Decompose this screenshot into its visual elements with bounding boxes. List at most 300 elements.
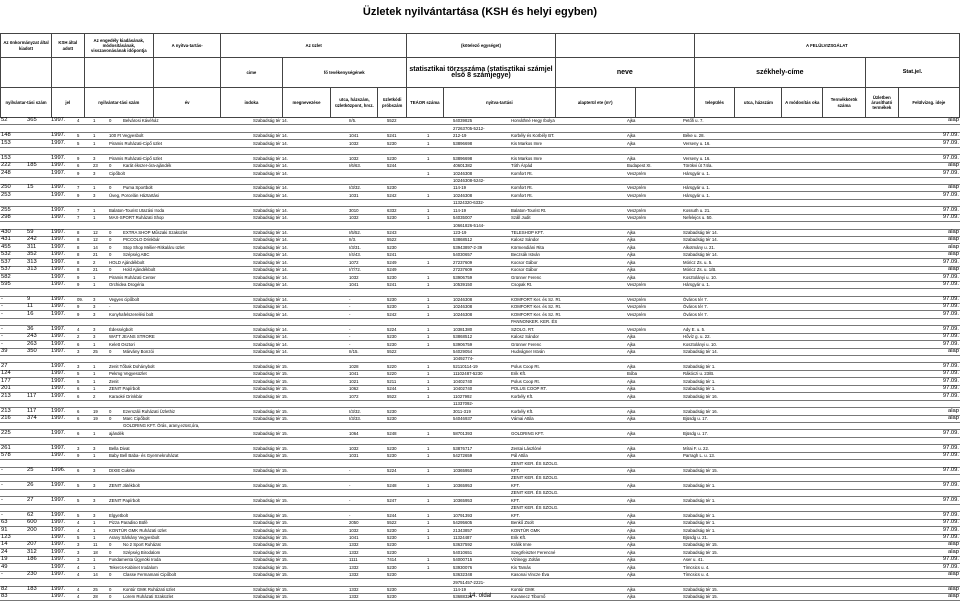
table-cell: 1997. (50, 512, 76, 519)
table-cell (122, 430, 252, 437)
table-cell: 1 (426, 385, 452, 392)
table-cell: 97.09. (778, 482, 960, 489)
table-cell (348, 489, 386, 496)
table-row (0, 385, 960, 392)
table-cell: 6 (76, 415, 92, 422)
table-cell (626, 177, 682, 184)
table-cell: 3 (76, 348, 92, 355)
table-cell: Szabadság tér 14. (252, 296, 348, 303)
table-cell (510, 199, 626, 206)
table-cell: 63 (0, 519, 26, 526)
table-cell: Ajka (626, 251, 682, 258)
table-cell: Ajka (626, 482, 682, 489)
table-cell: alap (778, 541, 960, 548)
table-cell (386, 222, 426, 229)
table-cell: 97.09. (778, 452, 960, 459)
table-cell (510, 177, 626, 184)
table-cell: Korbély Kft. (510, 393, 626, 400)
table-cell: Ajka (626, 140, 682, 147)
table-row (0, 222, 960, 229)
table-cell (682, 199, 778, 206)
table-cell: Szabadság tér 16. (682, 393, 778, 400)
table-row (0, 482, 960, 489)
table-cell: Nefelejcs u. 50. (682, 214, 778, 221)
table-cell: Tímcsics u. 4. (682, 564, 778, 571)
table-cell: 1032 (348, 274, 386, 281)
table-row (0, 519, 960, 526)
table-cell: Móricz Zs. u. 5. (682, 259, 778, 266)
table-cell: 3 (76, 556, 92, 563)
table-cell: 52110114-19 (452, 363, 510, 370)
table-cell: 1997. (50, 192, 76, 199)
table-cell: alap (778, 118, 960, 125)
table-cell: 201 (0, 385, 26, 392)
table-cell: Horváthné Hegy Ibolya (510, 118, 626, 125)
table-row (0, 452, 960, 459)
table-cell: 21343857 (452, 527, 510, 534)
table-cell: KFT. (510, 467, 626, 474)
table-cell: Szabadság tér 1. (682, 378, 778, 385)
table-cell (92, 177, 108, 184)
table-cell: 5522 (386, 348, 426, 355)
table-cell: 59 (26, 229, 50, 236)
table-cell (122, 199, 252, 206)
table-cell (348, 460, 386, 467)
table-cell: 27263705-5212- (452, 125, 510, 132)
table-cell (0, 222, 26, 229)
table-cell (426, 415, 452, 422)
table-cell (26, 504, 50, 511)
table-cell (92, 125, 108, 132)
table-cell (348, 437, 386, 444)
table-cell: 1997. (50, 296, 76, 303)
table-cell (92, 504, 108, 511)
table-cell: Veszprém (626, 214, 682, 221)
table-cell: 1997. (50, 348, 76, 355)
table-cell: 8 (76, 229, 92, 236)
table-cell: I/5/52. (348, 229, 386, 236)
header-cell (52, 58, 85, 88)
table-cell (108, 437, 122, 444)
table-cell: 40601382 (452, 162, 510, 169)
table-cell: 261 (0, 445, 26, 452)
table-cell: 1031 (348, 192, 386, 199)
table-cell: 11324320-6332- (452, 199, 510, 206)
table-cell (252, 177, 348, 184)
table-cell: 153 (0, 155, 26, 162)
table-cell: 3 (76, 363, 92, 370)
table-cell: Hold Ajándékbolt (122, 266, 252, 273)
header-cell: (kötelező egységet) (407, 34, 556, 58)
table-cell (26, 378, 50, 385)
table-cell: Kosztolányi u. 10. (682, 274, 778, 281)
table-cell: KOMFORT Ker. és Sz. Rt. (510, 296, 626, 303)
table-cell: SZOLG. RT. (510, 326, 626, 333)
table-cell: 0 (108, 594, 122, 601)
table-cell: Pizza Paradiso Büfé (109, 520, 148, 526)
table-cell: 5230 (386, 527, 426, 534)
table-cell (76, 400, 92, 407)
table-cell: - (0, 482, 26, 489)
table-cell: 4 (76, 586, 92, 593)
table-cell: Szabadság tér 15. (252, 482, 348, 489)
table-cell (76, 489, 92, 496)
table-cell: TELESHOP KFT. (510, 229, 626, 236)
table-cell: 3 (92, 311, 108, 318)
table-cell: 49 (0, 564, 26, 571)
table-cell (452, 504, 510, 511)
table-cell: Szabadság tér 15. (252, 378, 348, 385)
table-cell: 374 (26, 415, 50, 422)
table-cell: 7 (76, 184, 92, 191)
table-cell (0, 437, 26, 444)
table-cell: Grünner Ferenc (510, 274, 626, 281)
table-cell: 14 (92, 571, 108, 578)
table-cell (252, 125, 348, 132)
table-cell: Szabadság tér 15. (252, 549, 348, 556)
table-cell: 10246308 (452, 296, 510, 303)
table-row (0, 460, 960, 467)
table-cell (92, 147, 108, 154)
table-row (0, 504, 960, 511)
table-row (0, 541, 960, 548)
table-cell (26, 155, 50, 162)
table-cell: Szabadság tér 15. (682, 467, 778, 474)
table-cell: Csopak Rt. (510, 281, 626, 288)
table-cell: 1 (426, 534, 452, 541)
table-cell: Szabadság tér 15. (252, 452, 348, 459)
table-cell: alap (778, 415, 960, 422)
table-cell: Szépség ABC (122, 251, 252, 258)
table-cell: Erik Kft. (510, 534, 626, 541)
table-cell: 9 (76, 303, 92, 310)
table-cell: Polus Coop Rt. (510, 378, 626, 385)
table-cell: 3 (92, 296, 108, 303)
table-cell: 97.09. (778, 140, 960, 147)
table-cell (426, 199, 452, 206)
table-cell: II/5. (348, 118, 386, 125)
table-cell: 177 (0, 378, 26, 385)
table-cell: 6 (76, 408, 92, 415)
table-cell: 53632348 (452, 571, 510, 578)
table-cell: Szabadság tér 14. (252, 341, 348, 348)
table-cell: Ajka (626, 274, 682, 281)
table-cell: Veszprém (626, 311, 682, 318)
table-cell: 312 (26, 549, 50, 556)
table-cell (510, 125, 626, 132)
table-row (0, 415, 960, 422)
table-cell: 53876717 (452, 445, 510, 452)
table-cell: Alkotmány u. 21. (682, 244, 778, 251)
table-row (0, 445, 960, 452)
table-cell (108, 460, 122, 467)
table-cell (252, 437, 348, 444)
table-cell (92, 475, 108, 482)
table-cell: 1332 (348, 541, 386, 548)
table-cell: 350 (26, 348, 50, 355)
table-cell: Szabadság tér 14. (252, 244, 348, 251)
header-cell: KSH által adott (52, 34, 85, 58)
table-cell: 2 (92, 393, 108, 400)
table-cell: 1 (426, 519, 452, 526)
table-cell: Pekmg Vegyesüzlet (109, 371, 147, 377)
table-cell (778, 400, 960, 407)
table-cell: 600 (26, 519, 50, 526)
table-cell: 185 (26, 162, 50, 169)
table-cell: 1 (426, 170, 452, 177)
table-cell (682, 460, 778, 467)
table-cell: 1997. (50, 266, 76, 273)
header-cell: év (154, 88, 221, 118)
table-cell: Karát ékszer-óra-ajándék (122, 162, 252, 169)
table-cell: 216 (0, 415, 26, 422)
table-cell: 4 (76, 527, 92, 534)
table-cell: Tekercs-Kabinet Irodalom (109, 564, 158, 570)
table-cell: 4 (76, 118, 92, 125)
header-cell: nyilvántar-tási szám (84, 88, 153, 118)
table-cell: Szabadság tér 14. (252, 348, 348, 355)
table-cell: 5522 (386, 519, 426, 526)
table-cell: 26 (26, 482, 50, 489)
table-cell: WATT JEANS STRORE (109, 334, 155, 340)
table-cell: Hővíz g. u. 22. (682, 333, 778, 340)
table-cell: - (0, 497, 26, 504)
table-cell (778, 475, 960, 482)
table-cell: 0 (108, 549, 122, 556)
table-cell: 430 (0, 229, 26, 236)
table-row (0, 534, 960, 541)
table-cell (682, 147, 778, 154)
table-cell: 5230 (386, 341, 426, 348)
table-cell: Ajka (626, 229, 682, 236)
table-cell: Veszprém (626, 184, 682, 191)
table-cell: 53896698 (452, 155, 510, 162)
table-cell: Polus Coop Rt. (510, 363, 626, 370)
table-cell: Szabadság tér 15. (252, 586, 348, 593)
table-cell: 5 (76, 497, 92, 504)
table-cell (778, 579, 960, 586)
table-cell: 255 (0, 207, 26, 214)
table-cell: Szabadság tér 1. (682, 527, 778, 534)
table-cell (50, 475, 76, 482)
table-cell: Óváros tér 7. (682, 303, 778, 310)
table-cell: Karaoké Drinkbár (109, 393, 143, 399)
table-cell (778, 318, 960, 325)
table-cell (76, 318, 92, 325)
table-cell: 91 (0, 527, 26, 534)
table-cell (252, 222, 348, 229)
table-cell: 5243 (386, 229, 426, 236)
table-cell: I/3/31. (348, 244, 386, 251)
table-cell (26, 422, 50, 429)
table-cell: 11324487 (452, 534, 510, 541)
table-cell: 1997. (50, 237, 76, 244)
table-cell: 1997. (50, 341, 76, 348)
table-cell: ZENIT KER. ÉS SZOLG. (510, 460, 626, 467)
table-cell: Szabadság tér 15. (252, 527, 348, 534)
table-cell: Vizinegy Zoltán (510, 556, 626, 563)
table-cell: 537 (0, 259, 26, 266)
table-cell (348, 170, 386, 177)
table-cell (26, 579, 50, 586)
table-cell (122, 475, 252, 482)
table-cell (626, 222, 682, 229)
table-cell (0, 125, 26, 132)
table-cell: 97.09. (778, 259, 960, 266)
table-cell: Bóba (626, 370, 682, 377)
table-row (0, 184, 960, 191)
table-cell (76, 437, 92, 444)
table-cell: Óváros tér 7. (682, 296, 778, 303)
table-cell: 5 (76, 140, 92, 147)
table-row (0, 251, 960, 258)
table-cell: 1 (92, 452, 108, 459)
table-cell (386, 289, 426, 296)
table-cell: 1997. (50, 259, 76, 266)
table-cell: 1111 (348, 556, 386, 563)
table-cell: 5244 (386, 512, 426, 519)
table-cell (122, 318, 252, 325)
table-cell: 1997. (50, 571, 76, 578)
table-cell: 1 (426, 333, 452, 340)
table-cell (92, 422, 108, 429)
table-cell: 1997. (50, 519, 76, 526)
table-cell: Szabadság tér 14. (252, 140, 348, 147)
table-cell (386, 460, 426, 467)
table-cell: 1 (92, 118, 108, 125)
table-cell: 39 (0, 348, 26, 355)
table-cell: 1997. (50, 586, 76, 593)
table-cell (92, 489, 108, 496)
table-cell: 54295605 (452, 519, 510, 526)
table-cell (682, 222, 778, 229)
table-cell (682, 318, 778, 325)
table-cell: 11 (26, 303, 50, 310)
table-cell (122, 170, 252, 177)
table-cell (426, 475, 452, 482)
table-cell: 12 (92, 237, 108, 244)
table-cell: Szabadság tér 15. (252, 497, 348, 504)
table-cell: 5242 (386, 192, 426, 199)
table-cell (682, 289, 778, 296)
table-cell (426, 541, 452, 548)
table-cell: 5230 (386, 594, 426, 601)
table-row (0, 341, 960, 348)
table-cell: Ajka (626, 556, 682, 563)
table-cell (778, 289, 960, 296)
table-cell: Aser u. 41. (682, 556, 778, 563)
table-cell (108, 222, 122, 229)
table-cell: 1 (426, 497, 452, 504)
table-cell: Móricz Zs. u. 1/B. (682, 266, 778, 273)
table-cell: Baby Bell Baba- és Gyermekruházat (109, 453, 179, 459)
table-cell: 1 (426, 512, 452, 519)
table-cell (386, 147, 426, 154)
table-cell: Puma Sportbolt (122, 184, 252, 191)
table-cell (50, 356, 76, 363)
table-cell: 97.09. (778, 363, 960, 370)
table-cell: 123-19 (452, 229, 510, 236)
table-cell: 9 (76, 281, 92, 288)
table-cell: 183 (26, 586, 50, 593)
table-cell (122, 482, 252, 489)
table-cell (426, 251, 452, 258)
table-cell: 1332 (348, 564, 386, 571)
table-cell: 431 (0, 237, 26, 244)
table-cell: 1 (426, 207, 452, 214)
table-cell (348, 318, 386, 325)
table-cell (108, 199, 122, 206)
table-cell (50, 400, 76, 407)
table-cell: Szabadság tér 14. (682, 348, 778, 355)
table-cell (426, 266, 452, 273)
table-cell: 1064 (348, 430, 386, 437)
table-cell (122, 289, 252, 296)
table-cell: 0 (108, 408, 122, 415)
table-cell (122, 467, 252, 474)
table-cell: 10246308 (452, 170, 510, 177)
table-cell: 1997. (50, 445, 76, 452)
table-cell: Kalosz Sándor (510, 333, 626, 340)
table-cell: Szabadság tér 15. (252, 556, 348, 563)
table-cell: Ajka (626, 519, 682, 526)
table-cell: 225 (0, 430, 26, 437)
table-cell: 1 (426, 192, 452, 199)
table-cell (452, 460, 510, 467)
table-cell: Beczsák István (510, 251, 626, 258)
table-cell: Szabadság tér 14. (252, 207, 348, 214)
table-cell: 352 (26, 251, 50, 258)
table-cell: I/4/43. (348, 251, 386, 258)
table-cell: 27237609 (452, 259, 510, 266)
table-cell: Szabadság tér 14. (252, 326, 348, 333)
table-cell: 9 (76, 170, 92, 177)
table-row (0, 422, 960, 429)
table-cell: Szabadság tér 14. (682, 251, 778, 258)
table-cell: Bjüsdg u. 21. (682, 534, 778, 541)
table-row (0, 348, 960, 355)
table-cell (426, 579, 452, 586)
table-row (0, 579, 960, 586)
table-cell: 1032 (348, 155, 386, 162)
table-cell: 62 (26, 512, 50, 519)
table-cell: Körmendiáni Rita (510, 244, 626, 251)
table-cell: 1 (426, 393, 452, 400)
table-cell: Arany Sárkány Vegyesbolt (109, 534, 160, 540)
table-cell (426, 229, 452, 236)
table-cell: Ajka (626, 385, 682, 392)
table-cell (0, 475, 26, 482)
header-cell: alapterül ete (m²) (555, 88, 635, 118)
table-cell: Ajka (626, 132, 682, 139)
table-cell (26, 318, 50, 325)
header-cell: Termékkörök száma (823, 88, 866, 118)
header-cell: Az önkormányzat által kiadott (1, 34, 52, 58)
table-cell: Zentai Lászlóné (510, 445, 626, 452)
table-cell: 5249 (386, 259, 426, 266)
table-cell: Bjüsdg u. 17. (682, 430, 778, 437)
table-cell (50, 422, 76, 429)
table-cell: - (0, 512, 26, 519)
table-cell (426, 504, 452, 511)
table-cell: 53868512 (452, 333, 510, 340)
table-row (0, 118, 960, 125)
table-cell (452, 318, 510, 325)
table-cell: 54046937 (452, 415, 510, 422)
table-cell: Ajka (626, 378, 682, 385)
table-cell (0, 289, 26, 296)
table-cell: 83 (0, 594, 26, 601)
